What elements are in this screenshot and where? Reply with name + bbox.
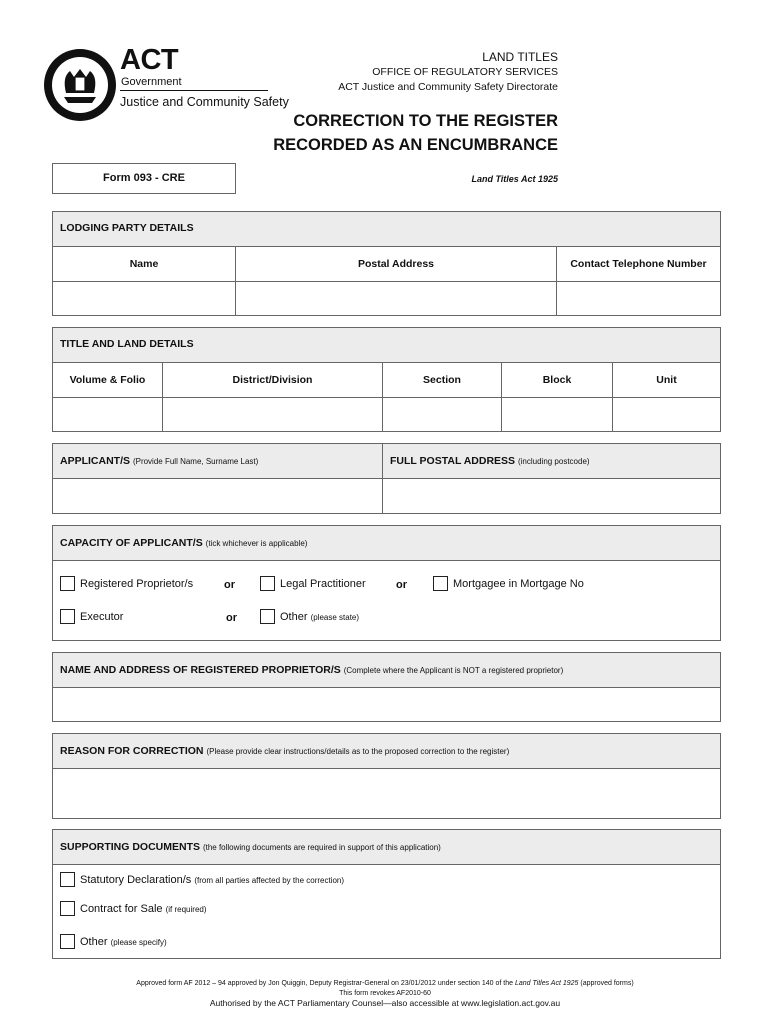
col-block: Block [542,374,572,386]
title-land-heading: TITLE AND LAND DETAILS [60,338,194,350]
legal-practitioner-checkbox[interactable] [260,576,275,591]
reason-heading: REASON FOR CORRECTION (Please provide clear instructions/details as to the proposed correction to the register) [60,745,510,757]
other-capacity-checkbox[interactable] [260,609,275,624]
brand-name: ACT [120,44,179,76]
capacity-heading: CAPACITY OF APPLICANT/S (tick whichever is applicable) [60,537,308,549]
act-crest-logo [42,47,118,123]
col-district: District/Division [232,374,313,386]
lodging-col-address: Postal Address [357,258,435,270]
statutory-declaration-label: Statutory Declaration/s (from all parties affected by the correction) [80,874,345,886]
form-number-box: Form 093 - CRE [52,163,236,194]
form-title-line2: RECORDED AS AN ENCUMBRANCE [273,136,558,154]
contract-for-sale-checkbox[interactable] [60,901,75,916]
title-land-section [52,327,721,432]
reason-field[interactable] [54,769,719,817]
applicant-name-field[interactable] [54,479,381,512]
office-line2: OFFICE OF REGULATORY SERVICES [372,66,558,78]
block-field[interactable] [503,398,611,430]
or-text-3: or [226,612,237,624]
supporting-heading: SUPPORTING DOCUMENTS (the following documents are required in support of this application) [60,841,441,853]
executor-checkbox[interactable] [60,609,75,624]
lodging-phone-field[interactable] [558,282,719,314]
applicant-address-field[interactable] [384,479,719,512]
executor-label: Executor [80,611,124,623]
lodging-section [52,211,721,316]
legal-practitioner-label: Legal Practitioner [280,578,366,590]
brand-underline [120,90,268,91]
applicant-heading: APPLICANT/S (Provide Full Name, Surname Last) [60,455,259,467]
office-line1: LAND TITLES [482,50,558,64]
proprietor-field[interactable] [54,688,719,720]
col-volume-folio: Volume & Folio [69,374,146,386]
reason-section [52,733,721,819]
brand-dept: Justice and Community Safety [120,95,289,109]
lodging-col-phone: Contact Telephone Number [570,258,707,270]
proprietor-section [52,652,721,722]
proprietor-label: Registered Proprietor/s [80,578,194,590]
statutory-declaration-checkbox[interactable] [60,872,75,887]
applicant-section [52,443,721,514]
address-heading: FULL POSTAL ADDRESS (including postcode) [390,455,590,467]
other-document-checkbox[interactable] [60,934,75,949]
form-title-line1: CORRECTION TO THE REGISTER [293,112,558,130]
proprietor-heading: NAME AND ADDRESS OF REGISTERED PROPRIETOR/S (Complete where the Applicant is NOT a registered proprietor) [60,664,564,676]
volume-folio-field[interactable] [54,398,161,430]
section-field[interactable] [384,398,500,430]
other-document-label: Other (please specify) [80,936,167,948]
lodging-address-field[interactable] [237,282,555,314]
lodging-col-name: Name [129,258,159,270]
other-capacity-label: Other (please state) [280,611,360,623]
district-field[interactable] [164,398,381,430]
mortgagee-label: Mortgagee in Mortgage No [453,578,584,590]
office-line3: ACT Justice and Community Safety Directorate [338,81,558,93]
or-text-2: or [396,579,407,591]
footer-revokes: This form revokes AF2010-60 [339,990,431,997]
act-reference: Land Titles Act 1925 [471,174,558,184]
lodging-heading: LODGING PARTY DETAILS [60,222,194,234]
brand-sub: Government [121,76,182,88]
proprietor-checkbox[interactable] [60,576,75,591]
col-unit: Unit [656,374,677,386]
lodging-name-field[interactable] [54,282,234,314]
unit-field[interactable] [614,398,719,430]
footer-authorised: Authorised by the ACT Parliamentary Counsel—also accessible at www.legislation.act.gov.au [209,998,561,1008]
contract-for-sale-label: Contract for Sale (if required) [80,903,207,915]
footer-approval: Approved form AF 2012 – 94 approved by Jon Quiggin, Deputy Registrar-General on 23/01/2012 under section 140 of the Land Titles Act 1925 (approved forms) [136,980,634,987]
col-section: Section [423,374,461,386]
mortgagee-checkbox[interactable] [433,576,448,591]
or-text-1: or [224,579,235,591]
